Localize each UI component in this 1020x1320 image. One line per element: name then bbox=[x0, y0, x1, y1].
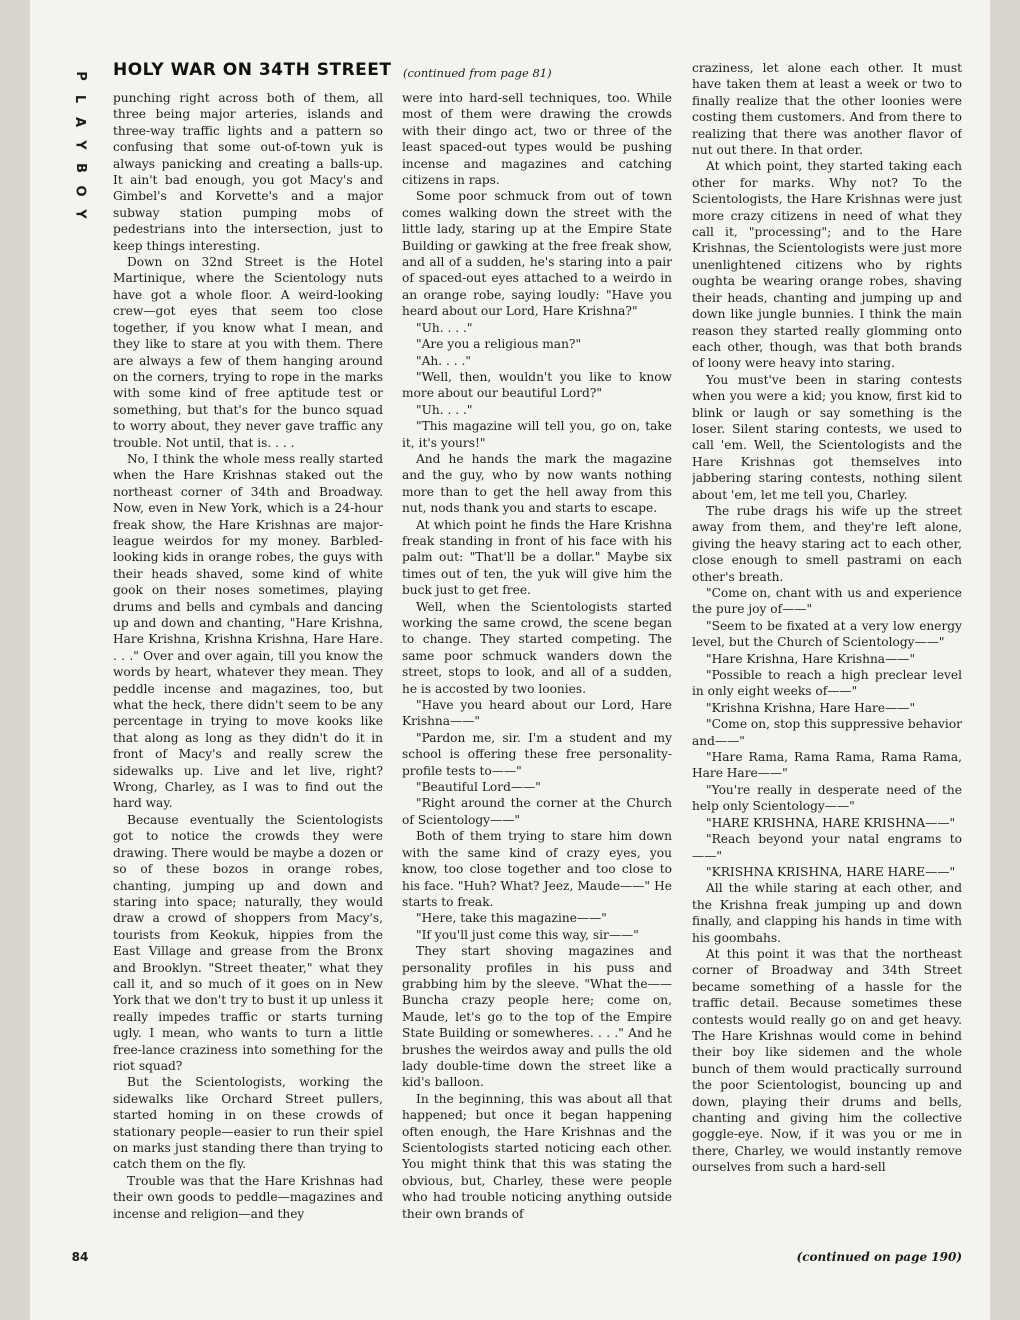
paragraph: "Beautiful Lord——" bbox=[416, 780, 541, 795]
paragraph: "Here, take this magazine——" bbox=[416, 911, 607, 926]
paragraph: "Seem to be fixated at a very low energy level, but the Church of Scientology——" bbox=[692, 618, 962, 650]
paragraph: "Come on, stop this suppressive behavior and——" bbox=[692, 717, 962, 748]
article-title: HOLY WAR ON 34TH STREET bbox=[113, 60, 392, 80]
paragraph: "Ah. . . ." bbox=[416, 353, 471, 368]
paragraph: Both of them trying to stare him down with the same kind of crazy eyes, you know, too close together and too close to his face. "Huh? What? Jeez, Maude——" He starts to freak. bbox=[402, 829, 672, 909]
paragraph: "Possible to reach a high preclear level in only eight weeks of——" bbox=[692, 668, 962, 699]
paragraph: "Well, then, wouldn't you like to know more about our beautiful Lord?" bbox=[402, 369, 672, 401]
continued-on-note: (continued on page 190) bbox=[796, 1250, 962, 1264]
paragraph: "Hare Krishna, Hare Krishna——" bbox=[706, 651, 916, 666]
paragraph: craziness, let alone each other. It must have taken them at least a week or two to finally realize that the other loonies were costing them customers. And from there to realizing that there was another flavor of nut out there. In that order. bbox=[692, 61, 962, 158]
paragraph: "Have you heard about our Lord, Hare Krishna——" bbox=[402, 698, 672, 729]
paragraph: "If you'll just come this way, sir——" bbox=[416, 927, 639, 942]
paragraph: Well, when the Scientologists started working the same crowd, the scene began to change. They started competing. The same poor schmuck wanders down the street, stops to look, and all of a sudden, he is accosted by two loonies. bbox=[402, 599, 672, 696]
paragraph: "KRISHNA KRISHNA, HARE HARE——" bbox=[706, 864, 956, 879]
brand-letter: P bbox=[72, 71, 88, 82]
paragraph: "You're really in desperate need of the help only Scientology——" bbox=[692, 782, 962, 814]
paragraph: "Krishna Krishna, Hare Hare——" bbox=[706, 700, 916, 715]
paragraph: "Come on, chant with us and experience the pure joy of——" bbox=[692, 586, 962, 617]
text-column-3 bbox=[692, 60, 962, 1275]
paragraph: No, I think the whole mess really started when the Hare Krishnas staked out the northeast corner of 34th and Broadway. Now, even in New York, which is a 24-hour freak show, the Hare Krishnas are major-league weirdos for my money. Barbled-looking kids in orange robes, the guys with their heads shaved, some kind of white gook on their noses sometimes, playing drums and bells and cymbals and dancing up and down and chanting, "Hare Krishna, Hare Krishna, Krishna Krishna, Hare Hare. . . ." Over and over again, till you know the words by heart, whatever they mean. They peddle incense and magazines, too, but what the heck, there didn't seem to be any percentage in trying to move kooks like that along as long as they didn't do it in front of Macy's and really screw the sidewalks up. Live and let live, right? Wrong, Charley, as I was to find out the hard way. bbox=[113, 451, 383, 811]
paragraph: "HARE KRISHNA, HARE KRISHNA——" bbox=[706, 815, 956, 830]
text-column-1 bbox=[113, 90, 383, 1270]
paragraph: Down on 32nd Street is the Hotel Martinique, where the Scientology nuts have got a whole floor. A weird-looking crew—got eyes that seem too close together, if you know what I mean, and they like to stare at you with them. There are always a few of them hanging around on the corners, trying to rope in the marks with some kind of free aptitude test or something, but that's for the bunco squad to worry about, they never gave traffic any trouble. Not until, that is. . . . bbox=[113, 255, 383, 450]
paragraph: You must've been in staring contests when you were a kid; you know, first kid to blink or laugh or say something is the loser. Silent staring contests, we used to call 'em. Well, the Scientologists and the Hare Krishnas got themselves into jabbering staring contests, nothing silent about 'em, let me tell you, Charley. bbox=[692, 372, 962, 502]
magazine-brand-vertical bbox=[60, 70, 100, 221]
paragraph: "This magazine will tell you, go on, take it, it's yours!" bbox=[402, 419, 672, 450]
page-number: 84 bbox=[71, 1250, 89, 1264]
text-column-2 bbox=[402, 90, 672, 1270]
paragraph: "Uh. . . ." bbox=[416, 320, 473, 335]
brand-letter: A bbox=[72, 116, 88, 129]
paragraph: And he hands the mark the magazine and the guy, who by now wants nothing more than to get the hell away from this nut, nods thank you and starts to escape. bbox=[402, 451, 672, 516]
paragraph: Trouble was that the Hare Krishnas had their own goods to peddle—magazines and incense and religion—and they bbox=[113, 1173, 383, 1221]
brand-letter: O bbox=[72, 185, 88, 198]
paragraph: All the while staring at each other, and the Krishna freak jumping up and down finally, and clapping his hands in time with his goombahs. bbox=[692, 881, 962, 945]
paragraph: But the Scientologists, working the sidewalks like Orchard Street pullers, started homing in on these crowds of stationary people—easier to run their spiel on marks just standing there than trying to catch them on the fly. bbox=[113, 1075, 383, 1172]
paragraph: punching right across both of them, all three being major arteries, islands and three-way traffic lights and a pattern so confusing that some out-of-town yuk is always panicking and creating a balls-up. It ain't bad enough, you got Macy's and Gimbel's and Korvette's and a major subway station pumping mobs of pedestrians into the intersection, just to keep things interesting. bbox=[113, 91, 383, 253]
brand-letter: Y bbox=[72, 209, 88, 220]
brand-letter: Y bbox=[72, 140, 88, 151]
paragraph: Some poor schmuck from out of town comes walking down the street with the little lady, staring up at the Empire State Building or gawking at the free freak show, and all of a sudden, he's staring into a pair of spaced-out eyes attached to a weirdo in an orange robe, saying loudly: "Have you heard about our Lord, Hare Krishna?" bbox=[402, 189, 672, 319]
paragraph: "Reach beyond your natal engrams to——" bbox=[692, 832, 962, 863]
paragraph: "Hare Rama, Rama Rama, Rama Rama, Hare Hare——" bbox=[692, 750, 962, 781]
paragraph: "Are you a religious man?" bbox=[416, 337, 582, 352]
paragraph: The rube drags his wife up the street away from them, and they're left alone, giving the heavy staring act to each other, close enough to smell pastrami on each other's breath. bbox=[692, 503, 962, 584]
paragraph: In the beginning, this was about all that happened; but once it began happening often enough, the Hare Krishnas and the Scientologists started noticing each other. You might think that this was stating the obvious, but, Charley, these were people who had trouble noticing anything outside their own brands of bbox=[402, 1091, 672, 1221]
paragraph: Because eventually the Scientologists got to notice the crowds they were drawing. There would be maybe a dozen or so of these bozos in orange robes, chanting, jumping up and down and staring into space; naturally, they would draw a crowd of shoppers from Macy's, tourists from Keokuk, hippies from the East Village and grease from the Bronx and Brooklyn. "Street theater," what they call it, and so much of it goes on in New York that we don't try to bust it up unless it really impedes traffic or starts turning ugly. I mean, who wants to turn a little free-lance craziness into something for the riot squad? bbox=[113, 812, 383, 1073]
brand-letter: B bbox=[72, 163, 88, 174]
continued-from-note: (continued from page 81) bbox=[403, 66, 552, 80]
paragraph: At this point it was that the northeast corner of Broadway and 34th Street became something of a hassle for the traffic detail. Because sometimes these contests would really go on and get heavy. The Hare Krishnas would come in behind their boy like sidemen and the whole bunch of them would practically surround the poor Scientologist, bouncing up and down, playing their drums and bells, chanting and giving him the collective goggle-eye. Now, if it was you or me in there, Charley, we would instantly remove ourselves from such a hard-sell bbox=[692, 946, 962, 1175]
paragraph: were into hard-sell techniques, too. While most of them were drawing the crowds with their dingo act, two or three of the least spaced-out types would be pushing incense and magazines and catching citizens in raps. bbox=[402, 91, 672, 188]
paragraph: At which point, they started taking each other for marks. Why not? To the Scientologists, the Hare Krishnas were just more crazy citizens in need of what they call it, "processing"; and to the Hare Krishnas, the Scientologists were just more unenlightened citizens who by rights oughta be wearing orange robes, shaving their heads, chanting and jumping up and down like jungle bunnies. I think the main reason they started really glomming onto each other, though, was that both brands of loony were heavy into staring. bbox=[692, 159, 962, 371]
paragraph: "Pardon me, sir. I'm a student and my school is offering these free personality-profile tests to——" bbox=[402, 730, 672, 778]
paragraph: At which point he finds the Hare Krishna freak standing in front of his face with his palm out: "That'll be a dollar." Maybe six times out of ten, the yuk will give him the buck just to get free. bbox=[402, 517, 672, 598]
paragraph: They start shoving magazines and personality profiles in his puss and grabbing him by the sleeve. "What the—— Buncha crazy people here; come on, Maude, let's go to the top of the Empire State Building or somewheres. . . ." And he brushes the weirdos away and pulls the old lady double-time down the street like a kid's balloon. bbox=[402, 944, 672, 1090]
paragraph: "Right around the corner at the Church of Scientology——" bbox=[402, 796, 672, 827]
paragraph: "Uh. . . ." bbox=[416, 402, 473, 417]
brand-letter: L bbox=[72, 94, 88, 105]
